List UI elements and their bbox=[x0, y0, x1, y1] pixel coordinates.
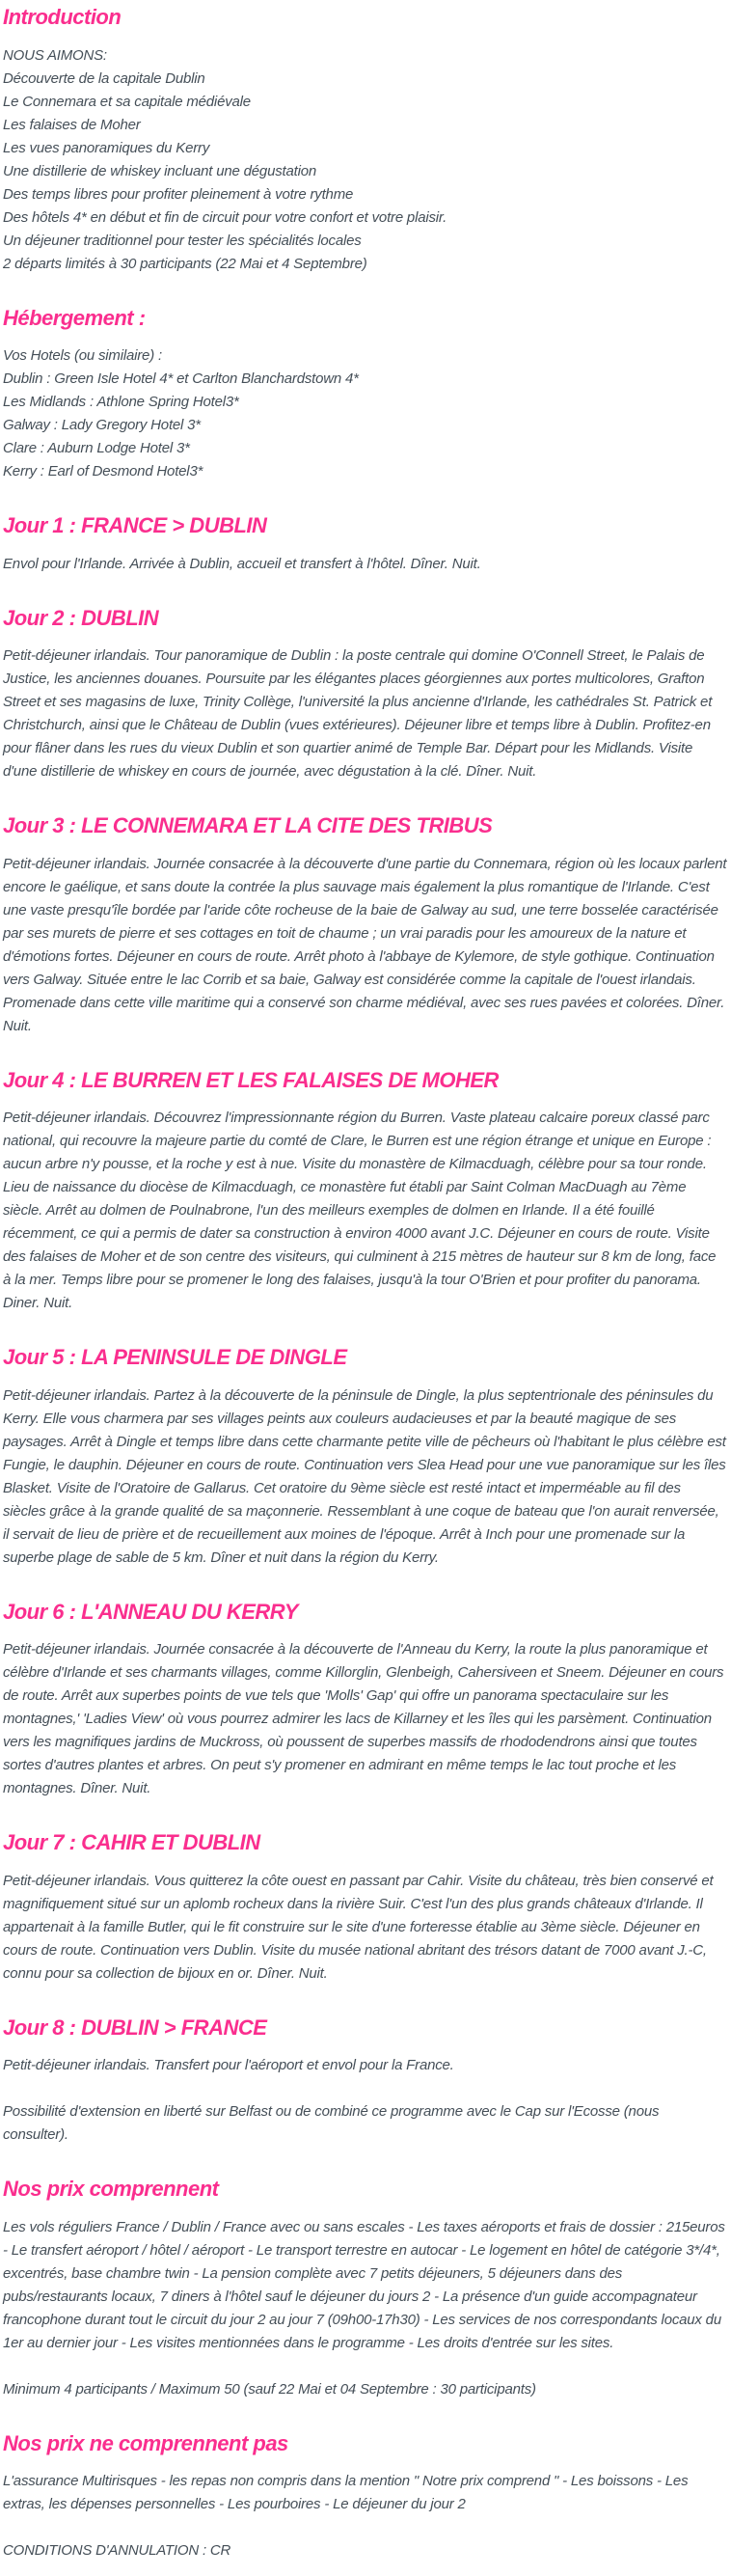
hotel-list-intro: Vos Hotels (ou similaire) : bbox=[3, 347, 162, 364]
participants-note: Minimum 4 participants / Maximum 50 (sauf 22 Mai et 04 Septembre : 30 participants) bbox=[3, 2380, 536, 2398]
section-jour-7 bbox=[3, 1829, 727, 1986]
intro-line: 2 départs limités à 30 participants (22 Mai et 4 Septembre) bbox=[3, 255, 367, 272]
day-paragraph: Petit-déjeuner irlandais. Découvrez l'impressionnante région du Burren. Vaste plateau calcaire poreux classé parc national, qui recouvre la majeure partie du comté de Clare, le Burren est une région étrange et unique en Europe : aucun arbre n'y pousse, et la roche y est à nue. Visite du monastère de Kilmacduagh, célèbre pour sa tour ronde. Lieu de naissance du diocèse de Kilmacduagh, ce monastère fut établi par Saint Colman MacDuagh au 7ème siècle. Arrêt au dolmen de Poulnabrone, l'un des meilleurs exemples de dolmen en Irlande. Il a été fouillé récemment, ce qui a permis de dater sa construction à environ 4000 avant J.C. Déjeuner en cours de route. Visite des falaises de Moher et de son centre des visiteurs, qui culminent à 215 mètres de hauteur sur 8 km de long, face à la mer. Temps libre pour se promener le long des falaises, jusqu'à la tour O'Brien et pour profiter du panorama. Diner. Nuit. bbox=[3, 1110, 717, 1311]
hotel-line-galway: Galway : Lady Gregory Hotel 3* bbox=[3, 417, 201, 433]
intro-line: NOUS AIMONS: bbox=[3, 46, 107, 64]
section-heading-prix-comprennent: Nos prix comprennent bbox=[3, 2177, 219, 2201]
hotel-line-dublin: Dublin : Green Isle Hotel 4* et Carlton Blanchardstown 4* bbox=[3, 370, 359, 387]
intro-line: Des temps libres pour profiter pleinement à votre rythme bbox=[3, 185, 354, 203]
section-introduction bbox=[3, 4, 727, 276]
section-heading-jour-1: Jour 1 : FRANCE > DUBLIN bbox=[3, 513, 267, 537]
cancellation-conditions-note: CONDITIONS D'ANNULATION : CR bbox=[3, 2542, 231, 2559]
section-heading-jour-8: Jour 8 : DUBLIN > FRANCE bbox=[3, 2014, 267, 2040]
section-jour-5 bbox=[3, 1344, 727, 1570]
day-paragraph: Petit-déjeuner irlandais. Tour panoramique de Dublin : la poste centrale qui domine O'Connell Street, le Palais de Justice, les anciennes douanes. Poursuite par les élégantes places géorgiennes aux portes multicolores, Grafton Street et ses magasins de luxe, Trinity Collège, l'université la plus ancienne d'Irlande, les cathédrales St. Patrick et Christchurch, ainsi que le Château de Dublin (vues extérieures). Déjeuner libre et temps libre à Dublin. Profitez-en pour flâner dans les rues du vieux Dublin et son quartier animé de Temple Bar. Départ pour les Midlands. Visite d'une distillerie de whiskey en cours de journée, avec dégustation à la clé. Dîner. Nuit. bbox=[3, 647, 713, 780]
section-heading-jour-4: Jour 4 : LE BURREN ET LES FALAISES DE MOHER bbox=[3, 1067, 499, 1092]
day-paragraph: Envol pour l'Irlande. Arrivée à Dublin, accueil et transfert à l'hôtel. Dîner. Nuit. bbox=[3, 555, 481, 572]
section-prix-comprennent bbox=[3, 2176, 727, 2401]
section-heading-jour-3: Jour 3 : LE CONNEMARA ET LA CITE DES TRIBUS bbox=[3, 813, 493, 837]
hotel-list bbox=[3, 344, 727, 483]
included-prices-paragraph: Les vols réguliers France / Dublin / France avec ou sans escales - Les taxes aéroports et frais de dossier : 215euros - Le transfert aéroport / hôtel / aéroport - Le transport terrestre en autocar - Le logement en hôtel de catégorie 3*/4*, excentrés, base chambre twin - La pension complète avec 7 petits déjeuners, 5 déjeuners dans des pubs/restaurants locaux, 7 diners à l'hôtel sauf le déjeuner du jours 2 - La présence d'un guide accompagnateur francophone durant tout le circuit du jour 2 au jour 7 (09h00-17h30) - Les services de nos correspondants locaux du 1er au dernier jour - Les visites mentionnées dans le programme - Les droits d'entrée sur les sites. bbox=[3, 2218, 725, 2351]
section-jour-6 bbox=[3, 1599, 727, 1801]
day-paragraph: Petit-déjeuner irlandais. Transfert pour l'aéroport et envol pour la France. bbox=[3, 2057, 454, 2073]
intro-line: Un déjeuner traditionnel pour tester les spécialités locales bbox=[3, 232, 362, 249]
hotel-line-kerry: Kerry : Earl of Desmond Hotel3* bbox=[3, 463, 203, 480]
section-prix-ne-comprennent-pas bbox=[3, 2430, 727, 2563]
day-paragraph: Petit-déjeuner irlandais. Partez à la découverte de la péninsule de Dingle, la plus septentrionale des péninsules du Kerry. Elle vous charmera par ses villages peints aux couleurs audacieuses et par la beauté magique de ses paysages. Arrêt à Dingle et temps libre dans cette charmante petite ville de pêcheurs où l'habitant le plus célèbre est Fungie, le dauphin. Déjeuner en cours de route. Continuation vers Slea Head pour une vue panoramique sur les îles Blasket. Visite de l'Oratoire de Gallarus. Cet oratoire du 9ème siècle est resté intact et imperméable au fil des siècles grâce à la grande qualité de sa maçonnerie. Ressemblant à une coque de bateau que l'on aurait renversée, il servait de lieu de prière et de recueillement aux moines de l'époque. Arrêt à Inch pour une promenade sur la superbe plage de sable de 5 km. Dîner et nuit dans la région du Kerry. bbox=[3, 1386, 726, 1566]
section-heading-introduction: Introduction bbox=[3, 5, 122, 29]
day-paragraph: Petit-déjeuner irlandais. Journée consacrée à la découverte de l'Anneau du Kerry, la route la plus panoramique et célèbre d'Irlande et ses charmants villages, comme Killorglin, Glenbeigh, Cahersiveen et Sneem. Déjeuner en cours de route. Arrêt aux superbes points de vue tels que 'Molls' Gap' qui offre un panorama spectaculaire sur les montagnes,' 'Ladies View' où vous pourrez admirer les lacs de Killarney et les îles qui les parsèment. Continuation vers les magnifiques jardins de Muckross, où poussent de superbes massifs de rhododendrons ainsi que toutes sortes d'autres plantes et arbres. On peut s'y promener en admirant en même temps le lac tout proche et les montagnes. Dîner. Nuit. bbox=[3, 1641, 724, 1796]
day-paragraph: Petit-déjeuner irlandais. Journée consacrée à la découverte d'une partie du Connemara, région où les locaux parlent encore le gaélique, et sans doute la contrée la plus sauvage mais également la plus romantique de l'Irlande. C'est une vaste presqu'île bordée par l'aride côte rocheuse de la baie de Galway au sud, une terre bosselée caractérisée par ses murets de pierre et ses cottages en toit de chaume ; un vrai paradis pour les amoureux de la nature et d'émotions fortes. Déjeuner en cours de route. Arrêt photo à l'abbaye de Kylemore, de style gothique. Continuation vers Galway. Située entre le lac Corrib et sa baie, Galway est considérée comme la capitale de l'ouest irlandais. Promenade dans cette ville maritime qui a conservé son charme médiéval, avec ses rues pavées et colorées. Dîner. Nuit. bbox=[3, 855, 727, 1034]
intro-line: Des hôtels 4* en début et fin de circuit pour votre confort et votre plaisir. bbox=[3, 208, 447, 226]
section-hebergement bbox=[3, 305, 727, 484]
section-jour-2 bbox=[3, 605, 727, 784]
intro-line: Une distillerie de whiskey incluant une dégustation bbox=[3, 162, 317, 179]
section-heading-hebergement: Hébergement : bbox=[3, 305, 146, 330]
section-heading-jour-5: Jour 5 : LA PENINSULE DE DINGLE bbox=[3, 1345, 347, 1369]
extension-note: Possibilité d'extension en liberté sur Belfast ou de combiné ce programme avec le Cap sur l'Ecosse (nous consulter). bbox=[3, 2103, 660, 2143]
hotel-line-clare: Clare : Auburn Lodge Hotel 3* bbox=[3, 440, 190, 456]
section-jour-1 bbox=[3, 512, 727, 576]
section-heading-prix-ne-comprennent-pas: Nos prix ne comprennent pas bbox=[3, 2430, 288, 2455]
intro-line: Les falaises de Moher bbox=[3, 116, 141, 133]
section-heading-jour-2: Jour 2 : DUBLIN bbox=[3, 605, 159, 630]
section-jour-8 bbox=[3, 2014, 727, 2148]
hotel-line-midlands: Les Midlands : Athlone Spring Hotel3* bbox=[3, 394, 239, 410]
section-heading-jour-6: Jour 6 : L'ANNEAU DU KERRY bbox=[3, 1599, 298, 1624]
section-jour-4 bbox=[3, 1067, 727, 1316]
excluded-prices-paragraph: L'assurance Multirisques - les repas non compris dans la mention " Notre prix comprend " - Les boissons - Les extras, les dépenses personnelles - Les pourboires - Le déjeuner du jour 2 bbox=[3, 2473, 689, 2512]
intro-line: Découverte de la capitale Dublin bbox=[3, 69, 205, 87]
day-paragraph: Petit-déjeuner irlandais. Vous quitterez la côte ouest en passant par Cahir. Visite du château, très bien conservé et magnifiquement situé sur un aplomb rocheux dans la rivière Suir. C'est l'un des plus grands châteaux d'Irlande. Il appartenait à la famille Butler, qui le fit construire sur le site d'une forteresse établie au 3ème siècle. Déjeuner en cours de route. Continuation vers Dublin. Visite du musée national abritant des trésors datant de 7000 avant J.-C, connu pour sa collection de bijoux en or. Dîner. Nuit. bbox=[3, 1872, 714, 1982]
section-jour-3 bbox=[3, 812, 727, 1038]
intro-line: Les vues panoramiques du Kerry bbox=[3, 139, 210, 156]
section-heading-jour-7: Jour 7 : CAHIR ET DUBLIN bbox=[3, 1830, 260, 1854]
intro-line: Le Connemara et sa capitale médiévale bbox=[3, 93, 251, 110]
